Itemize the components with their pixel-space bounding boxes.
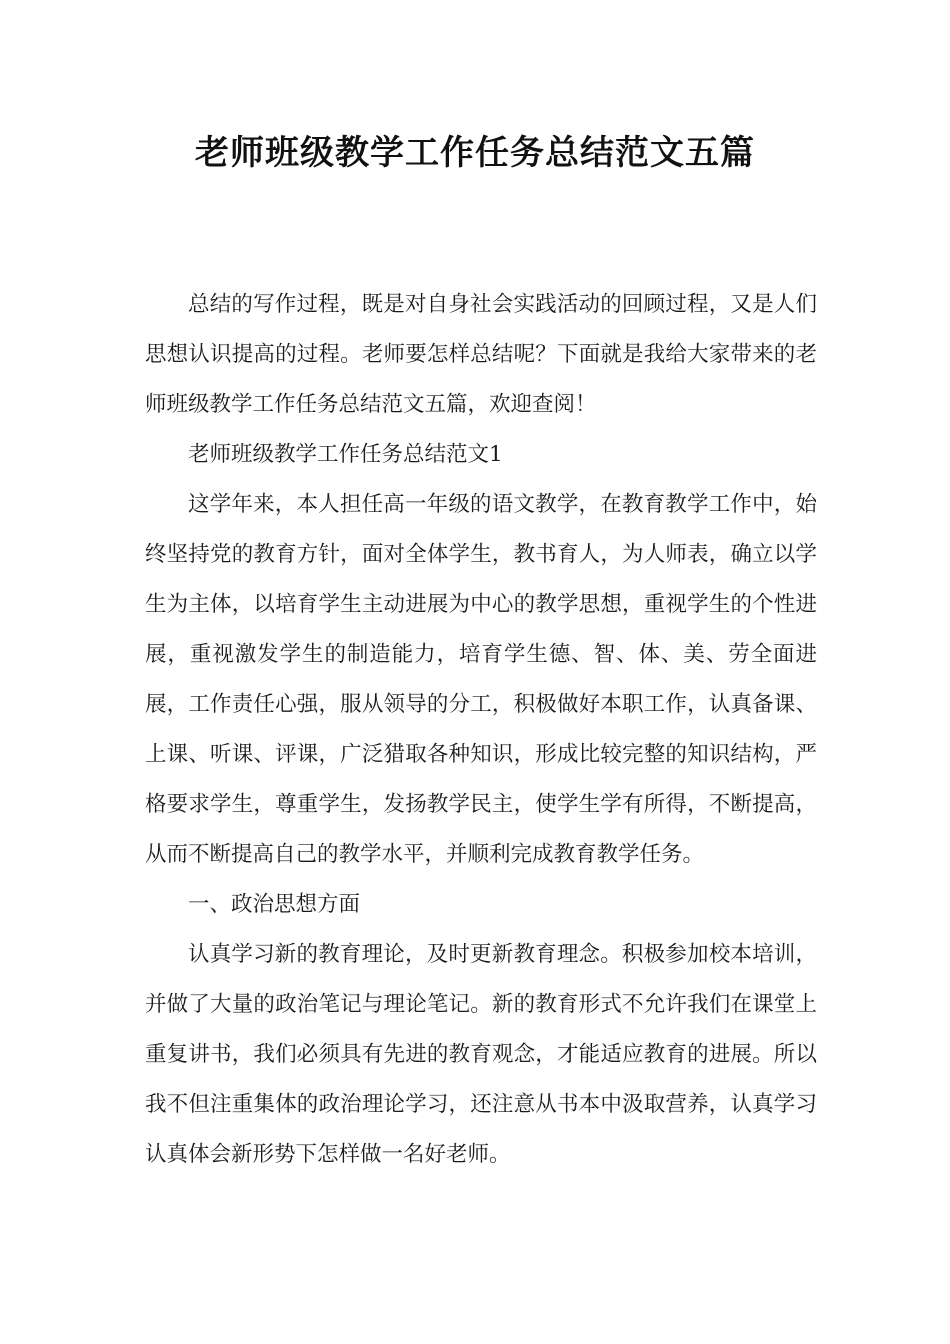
document-body (145, 280, 817, 1180)
document-title: 老师班级教学工作任务总结范文五篇 (195, 133, 755, 173)
section-heading-political: 一、政治思想方面 (188, 892, 361, 917)
political-paragraph: 认真学习新的教育理论，及时更新教育理念。积极参加校本培训，并做了大量的政治笔记与理论笔记。新的教育形式不允许我们在课堂上重复讲书，我们必须具有先进的教育观念，才能适应教育的进展。所以我不但注重集体的政治理论学习，还注意从书本中汲取营养，认真学习认真体会新形势下怎样做一名好老师。 (145, 942, 817, 1167)
essay-1-paragraph: 这学年来，本人担任高一年级的语文教学，在教育教学工作中，始终坚持党的教育方针，面对全体学生，教书育人，为人师表，确立以学生为主体，以培育学生主动进展为中心的教学思想，重视学生的个性进展，重视激发学生的制造能力，培育学生德、智、体、美、劳全面进展，工作责任心强，服从领导的分工，积极做好本职工作，认真备课、上课、听课、评课，广泛猎取各种知识，形成比较完整的知识结构，严格要求学生，尊重学生，发扬教学民主，使学生学有所得，不断提高，从而不断提高自己的教学水平，并顺利完成教育教学任务。 (145, 492, 817, 867)
section-heading-essay-1: 老师班级教学工作任务总结范文1 (188, 442, 503, 467)
intro-paragraph: 总结的写作过程，既是对自身社会实践活动的回顾过程，又是人们思想认识提高的过程。老师要怎样总结呢？下面就是我给大家带来的老师班级教学工作任务总结范文五篇，欢迎查阅！ (145, 292, 817, 417)
